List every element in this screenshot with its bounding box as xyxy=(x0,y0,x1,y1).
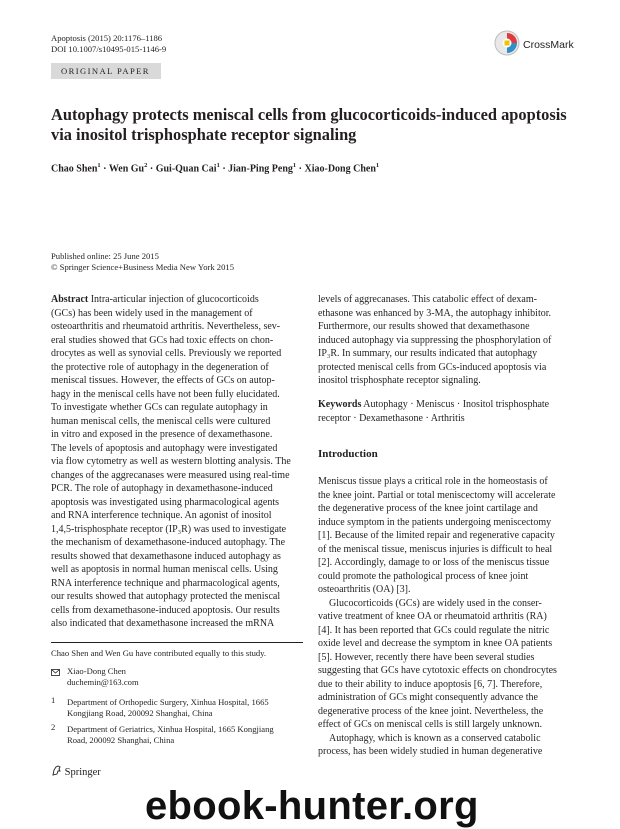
intro-line: due to their ability to induce apoptosis [6, 7]. Therefore, xyxy=(318,678,543,690)
abstract-text: well as apoptosis in normal human meniscal cells. Using xyxy=(51,564,278,575)
intro-line: of the meniscal tissue, meniscus injuries is difficult to heal xyxy=(318,543,553,555)
abstract-text: also indicated that dexamethasone increased the mRNA xyxy=(51,618,275,629)
author-name[interactable]: Chao Shen xyxy=(51,163,98,175)
intro-line: osteoarthritis (OA) [3]. xyxy=(318,584,411,595)
keywords xyxy=(318,398,570,425)
author-affiliation-marker: 1 xyxy=(216,162,220,169)
intro-line: degenerative process of the knee joint. Nevertheless, the xyxy=(318,705,544,717)
abstract-text: cells from dexamethasone-induced apoptosis. Our results xyxy=(51,604,280,616)
author-list xyxy=(51,162,571,174)
author-separator: · xyxy=(219,163,229,175)
abstract-label: Abstract xyxy=(51,294,89,305)
intro-line: [1]. Because of the limited repair and regenerative capacity xyxy=(318,530,555,541)
abstract-text: via flow cytometry as well as western blotting analysis. The xyxy=(51,456,291,467)
abstract-text: To investigate whether GCs can regulate autophagy in xyxy=(51,402,268,413)
abstract-text: ethasone was enhanced by 3-MA, the autophagy inhibitor. xyxy=(318,307,551,319)
journal-citation: Apoptosis (2015) 20:1176–1186 xyxy=(51,33,163,43)
abstract-left xyxy=(51,293,303,631)
author-affiliation-marker: 1 xyxy=(97,162,101,169)
author-name[interactable]: Wen Gu xyxy=(108,163,145,175)
author-separator: · xyxy=(296,163,305,175)
crossmark-label: CrossMark xyxy=(523,39,574,51)
intro-line: Glucocorticoids (GCs) are widely used in the conser- xyxy=(329,597,542,609)
introduction-body xyxy=(318,475,570,759)
abstract-text: Furthermore, our results showed that dexamethasone xyxy=(318,321,530,332)
abstract-text: human meniscal cells, the meniscal cells were cultured xyxy=(51,415,271,427)
affiliation-line: Department of Orthopedic Surgery, Xinhua Hospital, 1665 xyxy=(67,697,269,707)
author-affiliation-marker: 2 xyxy=(144,162,148,169)
intro-line: oxide level and decrease the symptom in knee OA patients xyxy=(318,638,553,649)
corresponding-author xyxy=(67,666,139,688)
affiliation-number: 1 xyxy=(51,695,56,705)
author-name[interactable]: Jian-Ping Peng xyxy=(228,163,293,175)
abstract-text: Intra-articular injection of glucocorticoids xyxy=(88,294,259,305)
published-date: Published online: 25 June 2015 xyxy=(51,251,159,261)
abstract-text: drocytes as well as synovial cells. Previously we reported xyxy=(51,348,282,359)
intro-line: administration of GCs might consequently advance the xyxy=(318,692,538,703)
abstract-text: inositol trisphosphate receptor signaling. xyxy=(318,375,481,386)
keywords-text: Autophagy · Meniscus · Inositol trisphosphate xyxy=(361,399,550,410)
affiliation-1 xyxy=(67,697,307,719)
corresponding-name: Xiao-Dong Chen xyxy=(67,666,126,676)
intro-line: Meniscus tissue plays a critical role in the homeostasis of xyxy=(318,476,548,487)
intro-line: vative treatment of knee OA or rheumatoid arthritis (RA) xyxy=(318,611,547,622)
crossmark-badge[interactable] xyxy=(494,30,578,60)
abstract-text: eral studies showed that GCs had toxic effects on chon- xyxy=(51,334,274,346)
publisher-name: Springer xyxy=(64,767,101,778)
author-affiliation-marker: 1 xyxy=(375,162,380,169)
abstract-text: The levels of apoptosis and autophagy were investigated xyxy=(51,442,278,454)
abstract-text: and RNA interference technique. An agonist of inositol xyxy=(51,510,272,521)
article-type-badge: ORIGINAL PAPER xyxy=(51,63,161,79)
abstract-text: apoptosis was investigated using pharmacological agents xyxy=(51,496,280,508)
abstract-text: in vitro and exposed in the presence of dexamethasone. xyxy=(51,429,273,440)
intro-line: [5]. However, recently there have been several studies xyxy=(318,651,535,663)
affiliation-line: Road, 200092 Shanghai, China xyxy=(67,735,175,745)
abstract-right xyxy=(318,293,570,388)
abstract-text: RNA interference technique and pharmacological agents, xyxy=(51,577,280,589)
intro-line: the degenerative process of the knee joint cartilage and xyxy=(318,503,538,514)
abstract-text: changes of the aggrecanases were measured using real-time xyxy=(51,469,290,481)
corresponding-email[interactable]: duchemin@163.com xyxy=(67,677,139,687)
abstract-text: PCR. The role of autophagy in dexamethasone-induced xyxy=(51,483,273,494)
springer-horse-icon xyxy=(51,765,62,776)
publication-info xyxy=(51,251,234,273)
intro-line: effect of GCs on meniscal cells is still largely unknown. xyxy=(318,719,543,730)
author-name[interactable]: Gui-Quan Cai xyxy=(155,163,217,175)
mail-icon xyxy=(51,668,60,679)
section-heading-introduction: Introduction xyxy=(318,448,378,460)
author-affiliation-marker: 1 xyxy=(292,162,297,169)
intro-line: process, has been widely studied in human degenerative xyxy=(318,746,543,757)
equal-contribution-note: Chao Shen and Wen Gu have contributed equally to this study. xyxy=(51,648,267,658)
abstract-text: hagy in the meniscal cells have not been fully elucidated. xyxy=(51,388,280,400)
abstract-text: our results showed that autophagy protected the meniscal xyxy=(51,591,281,602)
article-title: Autophagy protects meniscal cells from glucocorticoids-induced apoptosis via inositol trisphosphate receptor signaling xyxy=(51,105,567,144)
footnote-divider xyxy=(51,642,303,643)
keywords-label: Keywords xyxy=(318,399,362,410)
abstract-text: IP₃R. In summary, our results indicated that autophagy xyxy=(318,348,538,359)
author-name[interactable]: Xiao-Dong Chen xyxy=(304,163,376,175)
affiliation-number: 2 xyxy=(51,722,56,732)
affiliation-2 xyxy=(67,724,307,746)
doi-link[interactable]: DOI 10.1007/s10495-015-1146-9 xyxy=(51,44,167,54)
affiliation-line: Kongjiang Road, 200092 Shanghai, China xyxy=(67,708,213,718)
keywords-text: receptor · Dexamethasone · Arthritis xyxy=(318,412,465,424)
abstract-text: (GCs) has been widely used in the management of xyxy=(51,307,253,319)
watermark: ebook-hunter.org xyxy=(145,784,479,828)
abstract-text: meniscal tissues. However, the effects of GCs on autop- xyxy=(51,375,275,386)
abstract-text: levels of aggrecanases. This catabolic effect of dexam- xyxy=(318,294,537,305)
intro-line: suggesting that GCs have cytotoxic effects on chondrocytes xyxy=(318,665,557,676)
abstract-text: osteoarthritis and rheumatoid arthritis. Nevertheless, sev- xyxy=(51,321,281,332)
author-separator: · xyxy=(147,163,156,175)
intro-line: [4]. It has been reported that GCs could regulate the nitric xyxy=(318,624,550,636)
author-separator: · xyxy=(100,163,109,175)
abstract-text: results showed that dexamethasone induced autophagy as xyxy=(51,550,281,562)
intro-line: the knee joint. Partial or total meniscectomy will accelerate xyxy=(318,489,556,501)
abstract-line-1 xyxy=(51,293,303,307)
abstract-text: the protective role of autophagy in the degeneration of xyxy=(51,361,269,373)
affiliation-line: Department of Geriatrics, Xinhua Hospital, 1665 Kongjiang xyxy=(67,724,274,734)
publisher-logo xyxy=(51,765,101,778)
abstract-text: protected meniscal cells from GCs-induced apoptosis via xyxy=(318,361,547,373)
abstract-text: the mechanism of dexamethasone-induced autophagy. The xyxy=(51,537,286,548)
intro-line: induce symptom in the patients undergoing meniscectomy xyxy=(318,516,552,528)
abstract-text: induced autophagy via suppressing the phosphorylation of xyxy=(318,334,552,346)
copyright-notice: © Springer Science+Business Media New York 2015 xyxy=(51,262,234,272)
crossmark-icon xyxy=(494,30,520,56)
intro-line: Autophagy, which is known as a conserved catabolic xyxy=(329,732,541,744)
abstract-text: 1,4,5-trisphosphate receptor (IP₃R) was used to investigate xyxy=(51,523,287,535)
intro-line: [2]. Accordingly, damage to or loss of the meniscus tissue xyxy=(318,557,550,568)
intro-line: could promote the pathological process of knee joint xyxy=(318,570,529,582)
